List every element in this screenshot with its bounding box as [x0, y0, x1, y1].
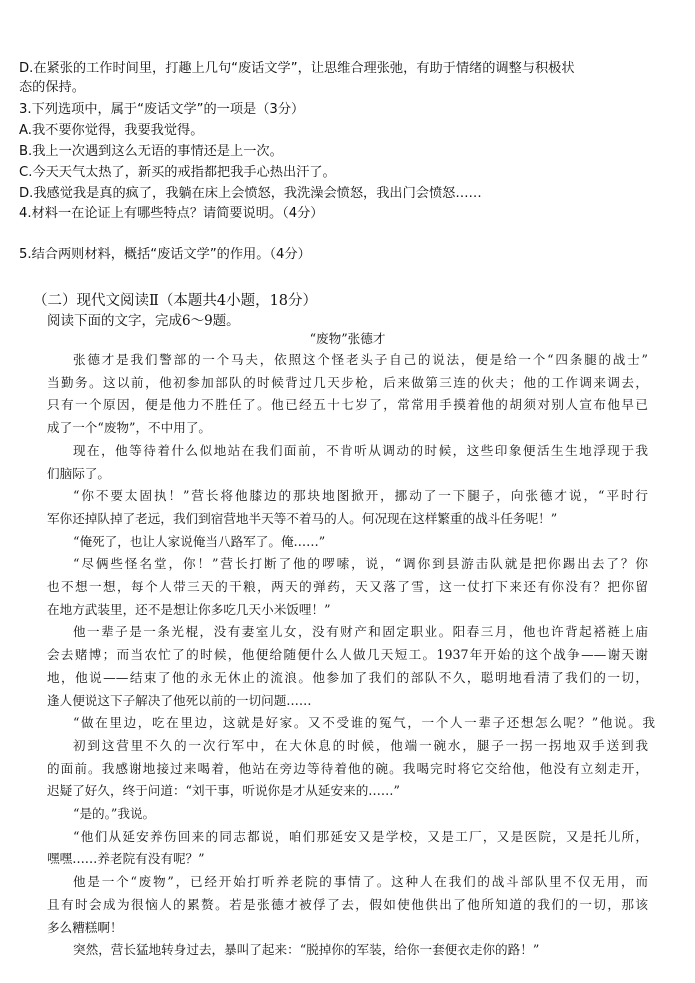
article-line: 也不想一想，每个人带三天的干粮，两天的弹药，天又落了雪，这一仗打下来还有你没有？把你留 [47, 579, 648, 594]
article-line: “他们从延安养伤回来的同志都说，咱们那延安又是学校，又是工厂，又是医院，又是托儿所， [73, 829, 648, 844]
question-3-option-c: C.今天天气太热了，新买的戒指都把我手心热出汗了。 [19, 165, 336, 180]
article-line: 在地方武装里，还不是想让你多吃几天小米饭哩！” [47, 602, 331, 617]
article-line: 成了一个“废物”，不中用了。 [47, 420, 212, 435]
article-line: 初到这营里不久的一次行军中，在大休息的时候，他端一碗水，腿子一拐一拐地双手送到我 [73, 738, 648, 753]
question-5: 5.结合两则材料，概括“废话文学”的作用。（4分） [19, 247, 311, 262]
article-line: 多么糟糕啊！ [47, 920, 123, 935]
question-3-option-a: A.我不要你觉得，我要我觉得。 [19, 123, 204, 138]
option-d-prev-line1: D.在紧张的工作时间里，打趣上几句“废话文学”，让思维合理张弛，有助于情绪的调整与积极状 [19, 61, 575, 76]
article-line: 现在，他等待着什么似地站在我们面前，不肯听从调动的时候，这些印象便活生生地浮现于我 [73, 443, 648, 458]
article-line: 的面前。我感谢地接过来喝着，他站在旁边等待着他的碗。我喝完时将它交给他，他没有立刻走开， [47, 761, 648, 776]
article-line: 且有时会成为很恼人的累赘。若是张德才被俘了去，假如使他供出了他所知道的我们的一切，那该 [47, 897, 648, 912]
article-line: 们脑际了。 [47, 466, 110, 481]
article-line: 他一辈子是一条光棍，没有妻室儿女，没有财产和固定职业。阳春三月，他也许背起褡裢上庙 [73, 624, 648, 639]
article-line: 他是一个“废物”，已经开始打听养老院的事情了。这种人在我们的战斗部队里不仅无用，而 [73, 874, 648, 889]
option-d-prev-line2: 态的保持。 [19, 80, 85, 95]
article-line: “俺死了，也让人家说俺当八路军了。俺……” [73, 534, 326, 549]
article-line: 军你还掉队掉了老远，我们到宿营地半天等不着马的人。何况现在这样繁重的战斗任务呢！” [47, 511, 558, 526]
article-line: 突然，营长猛地转身过去，暴叫了起来：“脱掉你的军装，给你一套便衣走你的路！” [73, 942, 540, 957]
article-line: 当勤务。这以前，他初参加部队的时候背过几天步枪，后来做第三连的伙夫；他的工作调来调去， [47, 375, 648, 390]
question-3-option-d: D.我感觉我是真的疯了，我躺在床上会愤怒，我洗澡会愤怒，我出门会愤怒…… [19, 186, 482, 201]
article-line: 迟疑了好久，终于问道：“刘干事，听说你是才从延安来的……” [47, 783, 400, 798]
article-line: 逢人便说这下子解决了他死以前的一切问题…… [47, 693, 312, 708]
article-title: “废物”张德才 [309, 331, 386, 346]
article-line: 张德才是我们警部的一个马夫，依照这个怪老头子自己的说法，便是给一个“四条腿的战士” [73, 352, 648, 367]
article-line: “是的。”我说。 [73, 806, 156, 821]
section-instruction: 阅读下面的文字，完成6～9题。 [47, 313, 240, 329]
article-line: 地，他说——结束了他的永无休止的流浪。他参加了我们的部队不久，聪明地看清了我们的一切， [47, 670, 648, 685]
article-line: 会去赌博；而当农忙了的时候，他便给随便什么人做几天短工。1937年开始的这个战争——谢天谢 [47, 647, 648, 662]
article-line: “做在里边，吃在里边，这就是好家。又不受谁的冤气，一个人一辈子还想怎么呢？”他说。我 [73, 715, 655, 730]
article-line: “尽俩些怪名堂，你！”营长打断了他的啰嗦，说，“调你到县游击队就是把你踢出去了？你 [73, 556, 648, 571]
article-line: 嘿嘿……养老院有没有呢？” [47, 851, 205, 866]
article-line: “你不要太固执！”营长将他膝边的那块地图掀开，挪动了一下腿子，向张德才说，“平时行 [73, 488, 648, 503]
article-line: 只有一个原因，便是他力不胜任了。他已经五十七岁了，常常用手摸着他的胡须对别人宣布他早已 [47, 397, 648, 412]
question-3-option-b: B.我上一次遇到这么无语的事情还是上一次。 [19, 144, 283, 159]
question-3-stem: 3.下列选项中，属于“废话文学”的一项是（3分） [19, 102, 305, 117]
question-4: 4.材料一在论证上有哪些特点？请简要说明。（4分） [19, 206, 324, 221]
section-heading: （二）现代文阅读Ⅱ（本题共4小题，18分） [33, 293, 318, 309]
